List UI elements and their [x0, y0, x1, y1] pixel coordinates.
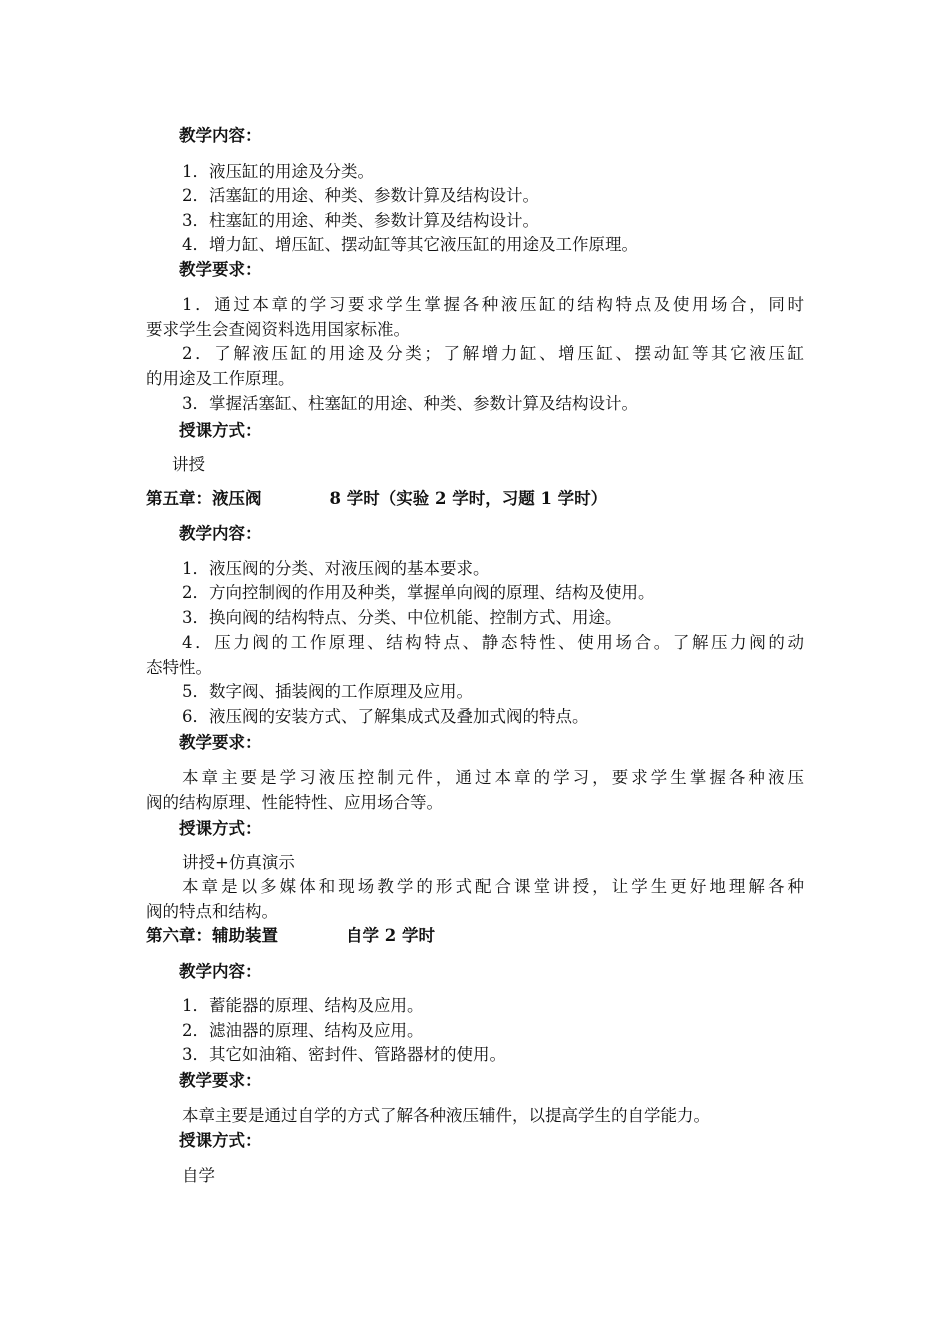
chapter-hours: 自学 2 学时 [346, 926, 435, 945]
chapter-name: 第五章：液压阀 [146, 489, 262, 508]
requirement-line: 的用途及工作原理。 [146, 369, 295, 388]
method-heading: 授课方式： [179, 819, 262, 838]
method-text: 讲授 [172, 455, 205, 474]
chapter-title [146, 487, 607, 511]
method-heading: 授课方式： [179, 421, 262, 440]
method-note: 本章是以多媒体和现场教学的形式配合课堂讲授，让学生更好地理解各种 [182, 877, 804, 896]
content-item: 5．数字阀、插装阀的工作原理及应用。 [182, 682, 473, 701]
requirement-line: 本章主要是通过自学的方式了解各种液压辅件，以提高学生的自学能力。 [182, 1106, 710, 1125]
content-item: 2．活塞缸的用途、种类、参数计算及结构设计。 [182, 186, 539, 205]
content-heading: 教学内容： [179, 524, 262, 543]
content-item: 2．滤油器的原理、结构及应用。 [182, 1021, 424, 1040]
content-item: 态特性。 [146, 658, 212, 677]
content-item: 4．增力缸、增压缸、摆动缸等其它液压缸的用途及工作原理。 [182, 235, 638, 254]
content-item: 3．柱塞缸的用途、种类、参数计算及结构设计。 [182, 211, 539, 230]
requirement-line: 3．掌握活塞缸、柱塞缸的用途、种类、参数计算及结构设计。 [182, 394, 638, 413]
method-note: 阀的特点和结构。 [146, 902, 278, 921]
content-item: 1．液压缸的用途及分类。 [182, 162, 374, 181]
requirement-line: 阀的结构原理、性能特性、应用场合等。 [146, 793, 443, 812]
requirement-heading: 教学要求： [179, 260, 262, 279]
requirement-heading: 教学要求： [179, 733, 262, 752]
content-heading: 教学内容： [179, 126, 262, 145]
requirement-line: 2．了解液压缸的用途及分类；了解增力缸、增压缸、摆动缸等其它液压缸 [182, 344, 804, 363]
method-text: 讲授+仿真演示 [182, 853, 295, 872]
content-item: 3．换向阀的结构特点、分类、中位机能、控制方式、用途。 [182, 608, 622, 627]
requirement-line: 1．通过本章的学习要求学生掌握各种液压缸的结构特点及使用场合，同时 [182, 295, 804, 314]
content-item: 4．压力阀的工作原理、结构特点、静态特性、使用场合。了解压力阀的动 [182, 633, 804, 652]
content-item: 1．蓄能器的原理、结构及应用。 [182, 996, 424, 1015]
chapter-name: 第六章：辅助装置 [146, 926, 278, 945]
content-item: 1．液压阀的分类、对液压阀的基本要求。 [182, 559, 490, 578]
content-item: 3．其它如油箱、密封件、管路器材的使用。 [182, 1045, 506, 1064]
method-heading: 授课方式： [179, 1131, 262, 1150]
chapter-title [146, 924, 435, 948]
requirement-line: 要求学生会查阅资料选用国家标准。 [146, 320, 410, 339]
requirement-heading: 教学要求： [179, 1071, 262, 1090]
requirement-line: 本章主要是学习液压控制元件，通过本章的学习，要求学生掌握各种液压 [182, 768, 804, 787]
method-text: 自学 [182, 1166, 215, 1185]
content-heading: 教学内容： [179, 962, 262, 981]
chapter-hours: 8 学时（实验 2 学时，习题 1 学时） [329, 489, 608, 508]
content-item: 2．方向控制阀的作用及种类，掌握单向阀的原理、结构及使用。 [182, 583, 655, 602]
content-item: 6．液压阀的安装方式、了解集成式及叠加式阀的特点。 [182, 707, 589, 726]
